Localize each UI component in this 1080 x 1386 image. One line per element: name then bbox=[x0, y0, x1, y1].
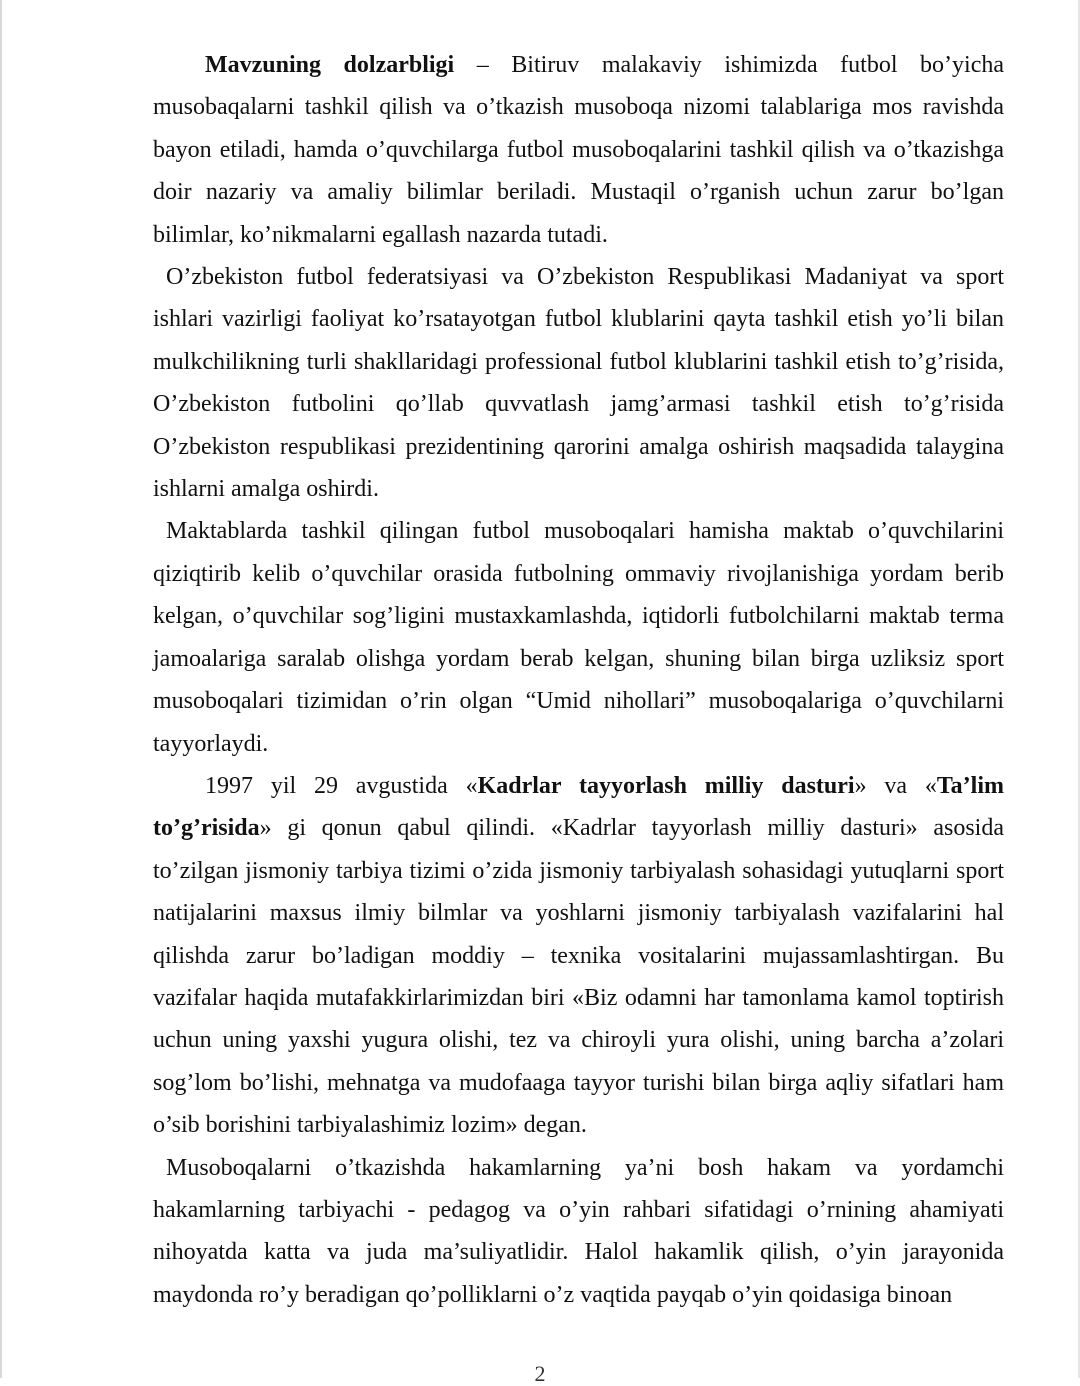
law-title-cadres: Kadrlar tayyorlash milliy dasturi bbox=[477, 772, 855, 799]
referees-text: Musoboqalarni o’tkazishda hakamlarning ya’ni bosh hakam va yordamchi hakamlarning tarbiyachi - pedagog va o’yin rahbari sifatidagi o’rnining ahamiyati nihoyatda katta va juda ma’suliyatlidir. Halol hakamlik qilish, o’yin jarayonida maydonda ro’y beradigan qo’polliklarni o’z vaqtida payqab o’yin qoidasiga binoan bbox=[153, 1154, 1004, 1308]
law-text-3: » gi qonun qabul qilindi. «Kadrlar tayyorlash milliy dasturi» asosida to’zilgan jismoniy tarbiya tizimi o’zida jismoniy tarbiyalash sohasidagi yutuqlarni sport natijalarini maxsus ilmiy bilmlar va yoshlarni jismoniy tarbiyalash vazifalarini hal qilishda zarur bo’ladigan moddiy – texnika vositalarini mujassamlashtirgan. Bu vazifalar haqida mutafakkirlarimizdan biri «Biz odamni har tamonlama kamol toptirish uchun uning yaxshi yugura olishi, tez va chiroyli yura olishi, uning barcha a’zolari sog’lom bo’lishi, mehnatga va mudofaaga tayyor turishi bilan birga aqliy sifatlari ham o’sib borishini tarbiyalashimiz lozim» degan. bbox=[153, 815, 1004, 1139]
law-title-education: Ta’lim to’g’risida bbox=[153, 772, 1004, 842]
page-number: 2 bbox=[534, 1361, 546, 1386]
paragraph-law-1997 bbox=[153, 765, 1004, 1147]
relevance-heading: Mavzuning dolzarbligi bbox=[205, 52, 455, 78]
paragraph-federation bbox=[153, 256, 1004, 510]
paragraph-relevance bbox=[153, 44, 1004, 256]
law-text-1: 1997 yil 29 avgustida « bbox=[205, 772, 478, 799]
federation-text: O’zbekiston futbol federatsiyasi va O’zbekiston Respublikasi Madaniyat va sport ishlari vazirligi faoliyat ko’rsatayotgan futbol klublarini qayta tashkil etish yo’li bilan mulkchilikning turli shakllaridagi professional futbol klublarini tashkil etish to’g’risida, O’zbekiston futbolini qo’llab quvvatlash jamg’armasi tashkil etish to’g’risida O’zbekiston respublikasi prezidentining qarorini amalga oshirish maqsadida talaygina ishlarni amalga oshirdi. bbox=[153, 264, 1004, 503]
schools-text: Maktablarda tashkil qilingan futbol musoboqalari hamisha maktab o’quvchilarini qiziqtirib kelib o’quvchilar orasida futbolning ommaviy rivojlanishiga yordam berib kelgan, o’quvchilar sog’ligini mustaxkamlashda, iqtidorli futbolchilarni maktab terma jamoalariga saralab olishga yordam berab kelgan, shuning bilan birga uzliksiz sport musoboqalari tizimidan o’rin olgan “Umid nihollari” musoboqalariga o’quvchilarni tayyorlaydi. bbox=[153, 518, 1004, 757]
paragraph-referees bbox=[153, 1147, 1004, 1317]
page-left-border bbox=[0, 0, 2, 1378]
paragraph-schools bbox=[153, 510, 1004, 764]
relevance-text: – Bitiruv malakaviy ishimizda futbol bo’yicha musobaqalarni tashkil qilish va o’tkazish musoboqa nizomi talablariga mos ravishda bayon etiladi, hamda o’quvchilarga futbol musoboqalarini tashkil qilish va o’tkazishga doir nazariy va amaliy bilimlar beriladi. Mustaqil o’rganish uchun zarur bo’lgan bilimlar, ko’nikmalarni egallash nazarda tutadi. bbox=[153, 52, 1005, 248]
law-text-2: » va « bbox=[854, 772, 937, 799]
document-body bbox=[153, 44, 1004, 1316]
